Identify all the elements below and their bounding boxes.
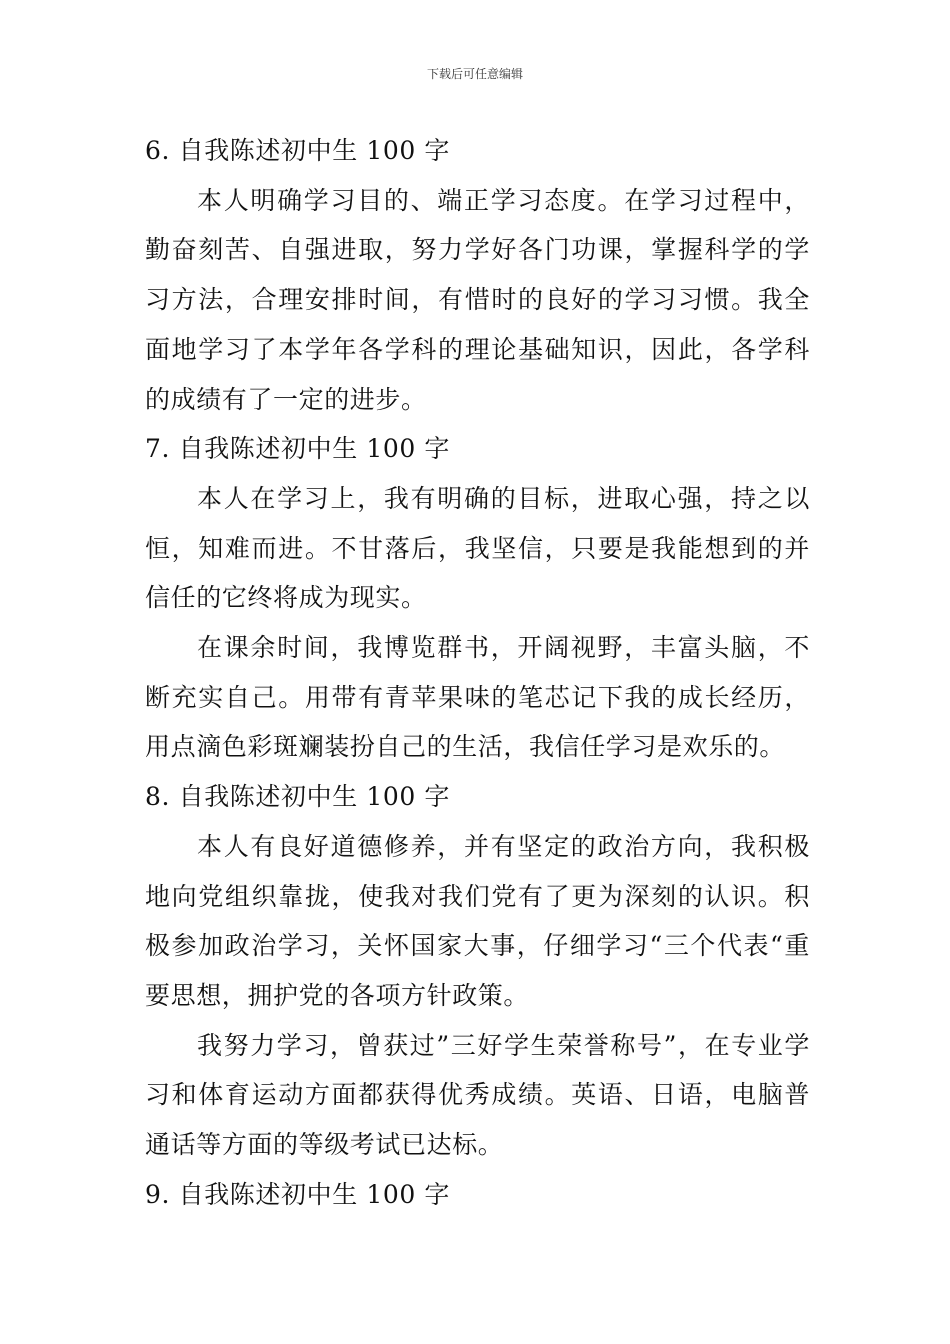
page-header: 下载后可任意编辑 [426, 67, 523, 81]
section-7 [145, 424, 810, 772]
section-heading: 8. 自我陈述初中生 100 字 [145, 782, 451, 812]
section-heading: 9. 自我陈述初中生 100 字 [145, 1179, 451, 1209]
section-heading: 7. 自我陈述初中生 100 字 [145, 434, 451, 464]
paragraph: 我努力学习，曾获过”三好学生荣誉称号”，在专业学习和体育运动方面都获得优秀成绩。英语、日语，电脑普通话等方面的等级考试已达标。 [145, 1030, 810, 1160]
paragraph: 在课余时间，我博览群书，开阔视野，丰富头脑，不断充实自己。用带有青苹果味的笔芯记下我的成长经历，用点滴色彩斑斓装扮自己的生活，我信任学习是欢乐的。 [145, 633, 810, 762]
section-heading: 6. 自我陈述初中生 100 字 [145, 136, 451, 165]
section-8 [145, 772, 810, 1170]
paragraph: 本人明确学习目的、端正学习态度。在学习过程中，勤奋刻苦、自强进取，努力学好各门功课，掌握科学的学习方法，合理安排时间，有惜时的良好的学习习惯。我全面地学习了本学年各学科的理论基础知识，因此，各学科的成绩有了一定的进步。 [145, 185, 810, 414]
document-body [145, 126, 810, 1219]
paragraph: 本人有良好道德修养，并有坚定的政治方向，我积极地向党组织靠拢，使我对我们党有了更为深刻的认识。积极参加政治学习，关怀国家大事，仔细学习“三个代表“重要思想，拥护党的各项方针政策。 [145, 831, 810, 1010]
section-9 [145, 1170, 810, 1220]
section-6 [145, 126, 810, 424]
paragraph: 本人在学习上，我有明确的目标，进取心强，持之以恒，知难而进。不甘落后，我坚信，只要是我能想到的并信任的它终将成为现实。 [145, 483, 810, 613]
